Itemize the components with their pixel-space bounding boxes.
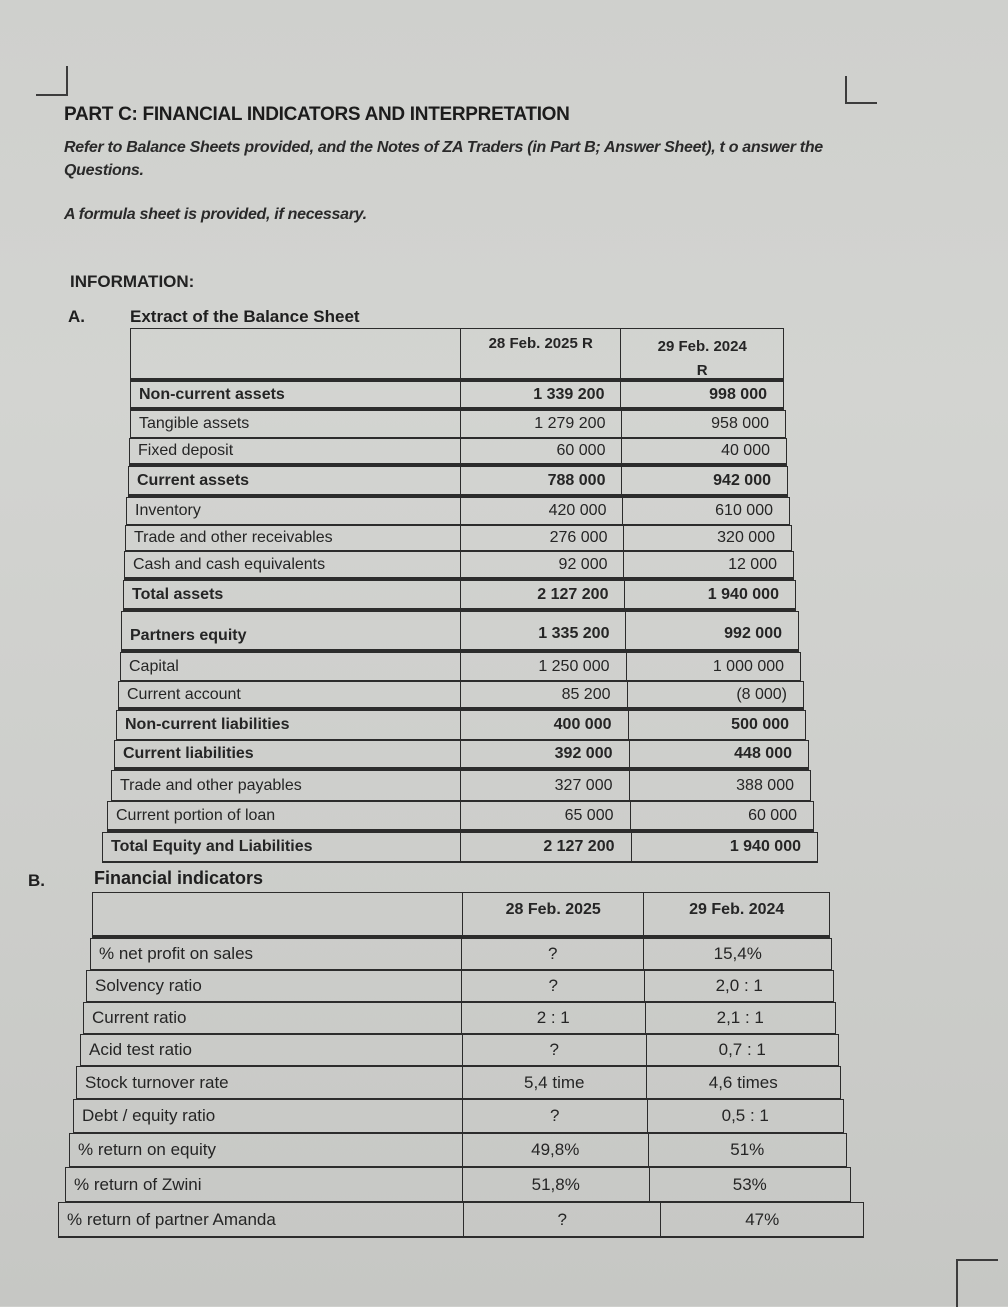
- row-label: Cash and cash equivalents: [125, 552, 461, 577]
- table-row: [69, 1133, 847, 1167]
- value-2024: 53%: [732, 1174, 767, 1194]
- formula-note: A formula sheet is provided, if necessary.: [64, 206, 367, 223]
- value-2025: ?: [462, 939, 645, 969]
- section-a-title: Extract of the Balance Sheet: [130, 307, 360, 326]
- table-row: [65, 1167, 851, 1202]
- instruction-text: Refer to Balance Sheets provided, and the Notes of ZA Traders (in Part B; Answer Sheet), t o answer the Questions.: [64, 139, 823, 179]
- value-2024: 2,0 : 1: [715, 976, 763, 995]
- table-header-row: [130, 328, 784, 381]
- value-2025: 60 000: [461, 439, 623, 463]
- value-2024: 1 940 000: [707, 585, 779, 603]
- value-2024: 942 000: [713, 471, 771, 489]
- value-2024: 958 000: [711, 415, 769, 432]
- value-2024: 388 000: [736, 776, 794, 794]
- row-label: % return of partner Amanda: [59, 1203, 464, 1236]
- table-row: [102, 832, 818, 863]
- section-b-letter: B.: [28, 871, 45, 890]
- table-row: [124, 551, 794, 580]
- value-2025: 1 279 200: [461, 411, 623, 437]
- row-label: Current liabilities: [115, 741, 461, 767]
- table-row: [125, 525, 792, 551]
- value-2024: 40 000: [721, 442, 770, 459]
- corner-crop-mark: [956, 1259, 998, 1307]
- information-label: INFORMATION:: [70, 272, 195, 291]
- header-cell-2025: 28 Feb. 2025 R: [461, 329, 622, 378]
- value-2025: ?: [462, 971, 646, 1001]
- row-label: % net profit on sales: [91, 939, 462, 969]
- table-row: [116, 710, 806, 740]
- row-label: Stock turnover rate: [77, 1067, 463, 1098]
- table-row: [118, 681, 804, 710]
- value-2025: 2 127 200: [461, 833, 632, 861]
- row-label: Inventory: [127, 498, 461, 524]
- value-2025: ?: [464, 1203, 662, 1236]
- value-2025: ?: [463, 1035, 647, 1065]
- value-2025: 92 000: [461, 552, 625, 577]
- value-2025: 1 339 200: [461, 382, 622, 407]
- value-2025: 51,8%: [463, 1168, 650, 1201]
- value-2025: 788 000: [461, 467, 623, 494]
- value-2024: 448 000: [734, 745, 792, 762]
- value-2024: 2,1 : 1: [716, 1008, 764, 1027]
- table-row: [90, 938, 832, 970]
- value-2024: 47%: [745, 1209, 780, 1229]
- value-2024: 500 000: [731, 716, 790, 733]
- table-row: [130, 381, 784, 410]
- header-cell-2024: 29 Feb. 2024: [689, 901, 785, 918]
- section-b-title: Financial indicators: [94, 868, 264, 888]
- header-cell-2025: 28 Feb. 2025: [463, 893, 645, 935]
- row-label: Trade and other payables: [112, 771, 461, 800]
- row-label: Current ratio: [84, 1003, 462, 1033]
- value-2024: 1 000 000: [712, 657, 785, 675]
- header-2024-currency: R: [696, 362, 708, 378]
- value-2024: 998 000: [709, 385, 767, 403]
- table-row: [111, 770, 811, 801]
- value-2024: 15,4%: [713, 944, 762, 963]
- row-label: Solvency ratio: [87, 971, 462, 1001]
- row-label: % return on equity: [70, 1134, 463, 1166]
- value-2024: (8 000): [736, 685, 788, 703]
- row-label: % return of Zwini: [66, 1168, 463, 1201]
- header-cell-2024: [621, 329, 783, 378]
- table-row: [121, 611, 799, 652]
- value-2025: 420 000: [461, 498, 624, 524]
- table-row: [128, 466, 788, 497]
- row-label: Current portion of loan: [108, 802, 461, 829]
- corner-crop-mark: [845, 76, 877, 104]
- row-label: Partners equity: [122, 612, 461, 649]
- row-label: Acid test ratio: [81, 1035, 463, 1065]
- table-row: [80, 1034, 839, 1066]
- row-label: Current assets: [129, 467, 461, 494]
- value-2025: 327 000: [461, 771, 630, 800]
- table-row: [58, 1202, 864, 1238]
- row-label: Non-current liabilities: [117, 711, 461, 739]
- header-cell-blank: [131, 329, 461, 378]
- value-2025: 85 200: [461, 682, 628, 707]
- table-header-row: [92, 892, 830, 938]
- row-label: Tangible assets: [131, 411, 461, 437]
- value-2025: 392 000: [461, 741, 630, 767]
- row-label: Fixed deposit: [130, 439, 461, 463]
- value-2025: 2 : 1: [462, 1003, 646, 1033]
- value-2024: 0,7 : 1: [718, 1040, 766, 1059]
- table-row: [107, 801, 814, 832]
- corner-crop-mark: [36, 66, 68, 96]
- table-row: [86, 970, 834, 1002]
- value-2024: 1 940 000: [729, 838, 801, 855]
- table-row: [73, 1099, 844, 1133]
- table-row: [114, 740, 809, 770]
- header-2024-date: 29 Feb. 2024: [657, 338, 747, 355]
- section-a-letter: A.: [68, 307, 85, 326]
- table-row: [130, 410, 786, 438]
- value-2024: 320 000: [717, 529, 775, 546]
- row-label: Non-current assets: [131, 382, 461, 407]
- row-label: Capital: [121, 653, 461, 680]
- page-title: PART C: FINANCIAL INDICATORS AND INTERPRETATION: [64, 104, 570, 125]
- row-label: Trade and other receivables: [126, 526, 461, 550]
- value-2025: 400 000: [461, 711, 629, 739]
- table-row: [120, 652, 801, 681]
- value-2025: 65 000: [461, 802, 631, 829]
- table-row: [83, 1002, 836, 1034]
- value-2025: 2 127 200: [461, 581, 626, 608]
- value-2025: 1 250 000: [461, 653, 627, 680]
- row-label: Total assets: [124, 581, 461, 608]
- header-cell-blank: [93, 893, 463, 935]
- row-label: Debt / equity ratio: [74, 1100, 463, 1132]
- table-row: [123, 580, 796, 611]
- value-2024: 992 000: [724, 625, 782, 642]
- table-row: [129, 438, 787, 466]
- table-row: [126, 497, 790, 525]
- value-2024: 51%: [730, 1140, 765, 1159]
- value-2025: 1 335 200: [461, 612, 627, 649]
- value-2024: 60 000: [748, 806, 797, 824]
- value-2024: 4,6 times: [708, 1072, 778, 1092]
- table-row: [76, 1066, 841, 1099]
- value-2025: 276 000: [461, 526, 625, 550]
- value-2025: 49,8%: [463, 1134, 649, 1166]
- value-2024: 610 000: [715, 502, 773, 519]
- value-2025: 5,4 time: [463, 1067, 647, 1098]
- value-2025: ?: [463, 1100, 648, 1132]
- row-label: Current account: [119, 682, 461, 707]
- value-2024: 0,5 : 1: [721, 1106, 769, 1125]
- row-label: Total Equity and Liabilities: [103, 833, 461, 861]
- value-2024: 12 000: [728, 555, 777, 573]
